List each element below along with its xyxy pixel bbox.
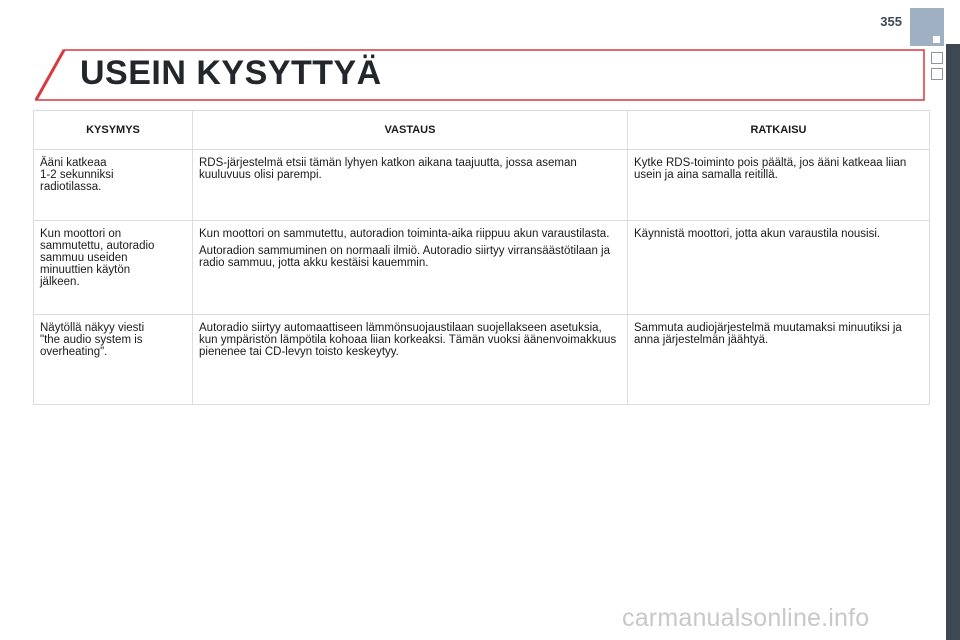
- header-solution: RATKAISU: [628, 111, 930, 150]
- header-question: KYSYMYS: [34, 111, 193, 150]
- answer-text: Kun moottori on sammutettu, autoradion toiminta-aika riippuu akun varaustilasta.: [199, 228, 610, 240]
- question-text: Näytöllä näkyy viesti "the audio system is overheating".: [40, 322, 145, 358]
- solution-cell: [628, 150, 930, 221]
- solution-cell: [628, 221, 930, 315]
- side-marker-box-1: [931, 52, 943, 64]
- answer-cell: [193, 150, 628, 221]
- solution-text: Sammuta audiojärjestelmä muutamaksi minuutiksi ja anna järjestelmän jäähtyä.: [634, 322, 902, 346]
- watermark: carmanualsonline.info: [622, 604, 870, 632]
- question-text: Kun moottori on sammutettu, autoradio sammuu useiden minuuttien käytön jälkeen.: [40, 228, 155, 288]
- side-bar: [946, 44, 960, 640]
- title-banner-accent: [36, 50, 64, 100]
- faq-table: [33, 110, 930, 405]
- table-header-row: [34, 111, 930, 150]
- header-answer: VASTAUS: [193, 111, 628, 150]
- answer-text: RDS-järjestelmä etsii tämän lyhyen katkon aikana taajuutta, jossa aseman kuuluvuus olisi parempi.: [199, 157, 577, 181]
- answer-text: Autoradion sammuminen on normaali ilmiö. Autoradio siirtyy virransäästötilaan ja radio sammuu, jotta akku kestäisi kauemmin.: [199, 245, 610, 269]
- answer-cell: [193, 221, 628, 315]
- question-cell: [34, 315, 193, 405]
- solution-text: Käynnistä moottori, jotta akun varaustila nousisi.: [634, 228, 881, 240]
- corner-tab: [910, 8, 944, 46]
- page-number: 355: [880, 14, 902, 29]
- question-cell: [34, 221, 193, 315]
- table-row: [34, 150, 930, 221]
- table-row: [34, 221, 930, 315]
- question-cell: [34, 150, 193, 221]
- page-title: USEIN KYSYTTYÄ: [80, 54, 382, 92]
- question-text: Ääni katkeaa 1-2 sekunniksi radiotilassa.: [40, 157, 114, 193]
- answer-cell: [193, 315, 628, 405]
- solution-cell: [628, 315, 930, 405]
- answer-text: Autoradio siirtyy automaattiseen lämmönsuojaustilaan suojellakseen asetuksia, kun ympäristön lämpötila kohoaa liian korkeaksi. Tämän vuoksi äänenvoimakkuus pienenee tai CD-levyn toisto keskeytyy.: [199, 322, 617, 358]
- table-row: [34, 315, 930, 405]
- solution-text: Kytke RDS-toiminto pois päältä, jos ääni katkeaa liian usein ja aina samalla reitillä.: [634, 157, 907, 181]
- side-marker-box-2: [931, 68, 943, 80]
- corner-square: [933, 36, 940, 43]
